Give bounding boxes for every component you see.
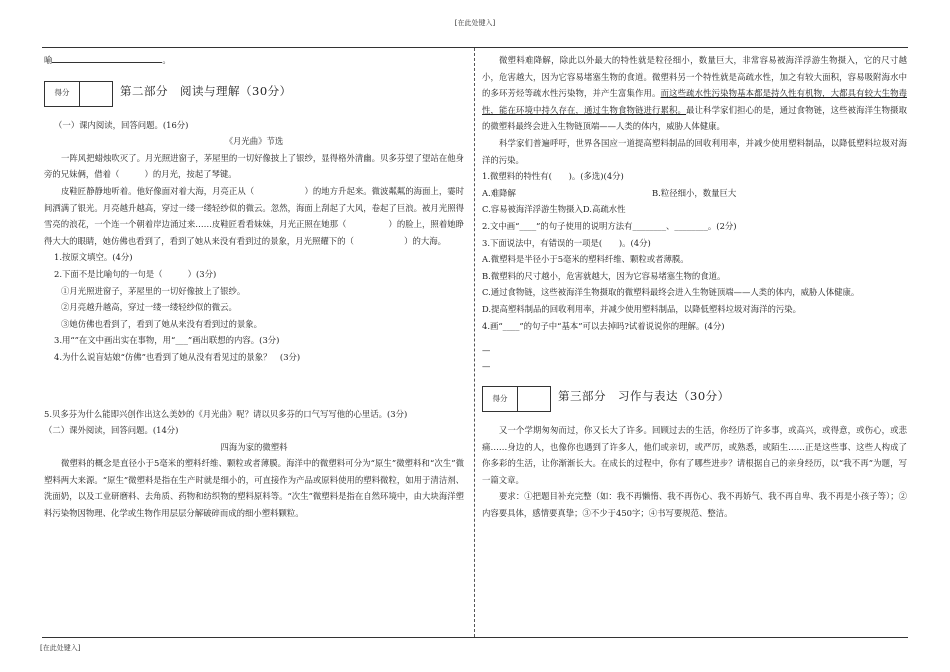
reading2-para-3: 科学家们普遍呼吁，世界各国应一道提高塑料制品的回收利用率，并减少使用塑料制品，以降低塑料垃圾对海洋的污染。 (482, 137, 907, 165)
answer-blank[interactable] (52, 52, 162, 63)
underlined-sentence: 而这些疏水性污染物基本都是持久性有机物，大都具有较大生物毒性，能在环境中持久存在，通过生物食物链进行累积。 (482, 88, 908, 115)
q3-option-a: A.微塑料是半径小于5毫米的塑料纤维、颗粒或者薄膜。 (482, 254, 689, 265)
score-field[interactable] (518, 387, 550, 411)
part2-title: 第二部分 阅读与理解（30分） (120, 83, 292, 98)
right-column (482, 52, 907, 522)
r-question-1: 1.微塑料的特性有( )。(多选)(4分) (482, 171, 624, 182)
para-text-a: 微塑料难降解，除此以外最大的特性就是粒径细小，数量巨大，非常容易被海洋浮游生物摄入，它的尺寸越小，危害越大，因为它容易堵塞生物的食道。微塑料另一个特性就是高疏水性，加之有较大面积，容易吸附海水中的多环芳烃等疏水性污染物，并产生富集作用。 (482, 55, 907, 99)
q3-option-d: D.提高塑料制品的回收利用率，并减少使用塑料制品，以降低塑料垃圾对海洋的污染。 (482, 303, 801, 314)
answer-dash-1: — (482, 345, 491, 356)
question-5: 5.贝多芬为什么能即兴创作出这么美妙的《月光曲》呢？请以贝多芬的口气写写他的心里话。(3分) (44, 408, 408, 419)
spacer (482, 334, 907, 342)
page-header: [在此处键入] (454, 19, 496, 27)
part3-title: 第三部分 习作与表达（30分） (558, 389, 730, 404)
question-4: 4.为什么说盲姑娘“仿佛”也看到了她从没有看见过的景象？ (3分) (54, 351, 301, 362)
question-2: 2.下面不是比喻句的一句是（ ）(3分) (54, 268, 217, 279)
score-box (482, 386, 551, 412)
answer-dash-2: — (482, 361, 491, 372)
question-1: 1.按原文填空。(4分) (54, 252, 133, 263)
q3-option-b: B.微塑料的尺寸越小，危害就越大，因为它容易堵塞生物的食道。 (482, 270, 726, 281)
left-column (44, 52, 464, 522)
reading2-para: 微塑料的概念是直径小于5毫米的塑料纤维、颗粒或者薄膜。海洋中的微塑料可分为“原生”微塑料和“次生”微塑料两大来源。“原生”微塑料是指在生产时就是细小的，可直接作为产品或原料使用的塑料微粒，如用于清洁剂、洗面奶，以及工业研磨料、去角质、药物和纺织物的塑料原料等。“次生”微塑料是指在自然环境中，由大块海洋塑料污染物因物理、化学或生物作用层层分解破碎而成的细小塑料颗粒。 (44, 458, 464, 519)
reading2-title: 四海为家的微塑料 (220, 441, 288, 452)
top-rule (42, 47, 908, 48)
reading2-intro: （二）课外阅读，回答问题。(14分) (44, 425, 179, 436)
option-b: B.粒径细小，数量巨大 (652, 187, 737, 198)
essay-requirements: 要求：①把题目补充完整（如：我不再懒惰、我不再伤心、我不再娇气、我不再自卑、我不再是小孩子等）；②内容要具体，感情要真挚；③不少于450字；④书写要规范、整洁。 (482, 491, 907, 519)
para-text-b: 最让科学家们担心的是，通过食物链，这些被海洋生物摄取的微塑料最终会进入生物链顶端——人类的体内，威胁人体健康。 (482, 104, 907, 132)
answer-space[interactable] (44, 366, 464, 406)
score-field[interactable] (80, 82, 112, 106)
option-1: ①月光照进窗子，茅屋里的一切好像披上了银纱。 (61, 285, 246, 296)
column-divider (474, 48, 475, 637)
option-a: A.难降解 (482, 187, 516, 198)
part2-header (44, 77, 464, 111)
reading1-intro: （一）课内阅读，回答问题。(16分) (54, 119, 189, 130)
score-label: 得分 (483, 387, 518, 411)
continued-text: 喻 (44, 55, 53, 65)
part3-header (482, 382, 907, 416)
option-3: ③她仿佛也看到了，看到了她从来没有看到过的景象。 (61, 318, 262, 329)
r-question-4: 4.画“____”的句子中“基本”可以去掉吗?试着说说你的理解。(4分) (482, 320, 725, 331)
reading1-title: 《月光曲》节选 (224, 136, 284, 147)
question-3: 3.用“”在文中画出实在事物，用“___”画出联想的内容。(3分) (54, 335, 280, 346)
reading1-para-1: 一阵风把蜡烛吹灭了。月光照进窗子，茅屋里的一切好像披上了银纱，显得格外清幽。贝多芬望了望站在他身旁的兄妹俩，借着（ ）的月光，按起了琴键。 (44, 152, 464, 180)
essay-prompt: 又一个学期匆匆而过，你又长大了许多。回顾过去的生活，你经历了许多事，或高兴，或得意，或伤心，或悲痛……身边的人，也像你也遇到了许多人，他们或亲切，或严厉，或熟悉，或陌生……正是这些事、这些人构成了你多彩的生活，让你渐渐长大。在成长的过程中，你有了哪些进步？请根据自己的亲身经历，以“我不再”为题，写一篇文章。 (482, 425, 907, 485)
page-footer: [在此处键入] (40, 644, 81, 652)
r-question-3: 3.下面说法中，有错误的一项是( )。(4分) (482, 237, 651, 248)
option-2: ②月亮越升越高，穿过一缕一缕轻纱似的微云。 (61, 302, 237, 313)
score-label: 得分 (45, 82, 80, 106)
r-question-1-options (482, 185, 907, 202)
score-box (44, 81, 113, 107)
reading2-para-2 (482, 52, 907, 135)
q3-option-c: C.通过食物链，这些被海洋生物摄取的微塑料最终会进入生物链顶端——人类的体内，威胁人体健康。 (482, 287, 860, 298)
continued-end: 。 (162, 55, 171, 65)
bottom-rule (42, 637, 908, 638)
continued-line (44, 52, 464, 69)
option-cd: C.容易被海洋浮游生物摄入D.高疏水性 (482, 204, 626, 215)
reading1-para-2: 皮鞋匠静静地听着。他好像面对着大海，月亮正从（ ）的地方升起来。微波粼粼的海面上，霎时间洒满了银光。月亮越升越高，穿过一缕一缕轻纱似的微云。忽然，海面上刮起了大风，卷起了巨浪。被月光照得雪亮的浪花，一个连一个朝着岸边涌过来……皮鞋匠看看妹妹，月光正照在她那（ ）的脸上，照着她睁得大大的眼睛，她仿佛也看到了，看到了她从来没有看到过的景象，月光照耀下的（ ）的大海。 (44, 185, 464, 246)
r-question-2: 2.文中画“____”的句子使用的说明方法有________、________。(2分) (482, 220, 737, 231)
